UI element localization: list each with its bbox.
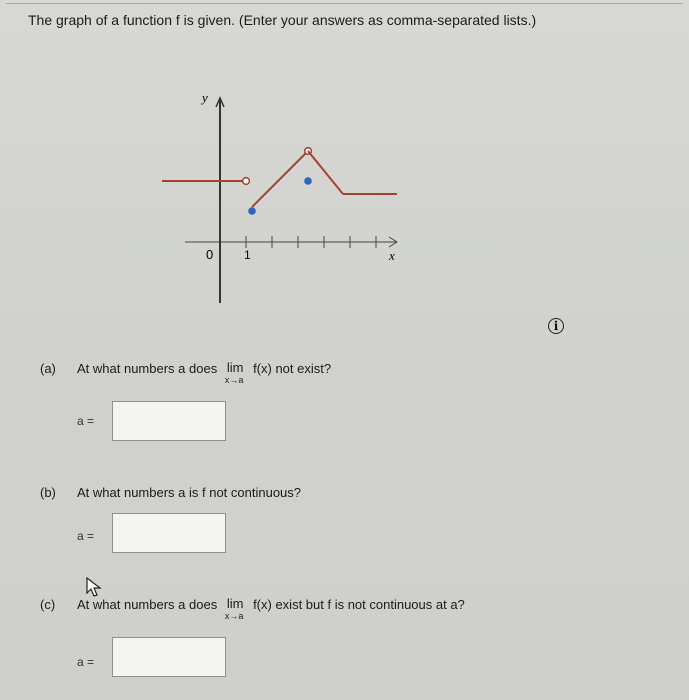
question-b-a-label: a = <box>77 529 95 543</box>
problem-prompt: The graph of a function f is given. (Enter your answers as comma-separated lists.) <box>28 12 537 28</box>
answer-c-input[interactable] <box>112 637 226 677</box>
answer-a-input[interactable] <box>112 401 226 441</box>
question-c-lim-word: lim <box>226 596 244 611</box>
question-c-after-lim: f(x) exist but f is not continuous at a? <box>253 597 465 612</box>
mouse-pointer-icon <box>86 577 102 597</box>
question-a-lim-word: lim <box>226 360 244 375</box>
question-a-text <box>77 360 332 385</box>
rising-segment <box>252 151 308 207</box>
open-endpoint-top <box>243 178 250 185</box>
top-divider <box>6 3 683 4</box>
x-axis-label: x <box>389 248 395 263</box>
y-axis-label: y <box>202 90 208 105</box>
question-b-label: (b) <box>40 485 56 500</box>
info-icon[interactable]: i <box>548 318 564 334</box>
tick-label-1: 1 <box>244 248 251 262</box>
filled-endpoint-bottom <box>248 207 256 215</box>
answer-b-input[interactable] <box>112 513 226 553</box>
falling-segment <box>308 151 343 194</box>
function-graph <box>145 78 420 303</box>
question-c-before-lim: At what numbers a does <box>77 597 218 612</box>
question-a-lim-subscript: x→a <box>224 375 244 385</box>
question-c-limit <box>224 596 244 621</box>
question-a-a-label: a = <box>77 414 95 428</box>
question-b-text: At what numbers a is f not continuous? <box>77 485 302 500</box>
graph-svg <box>145 78 420 303</box>
filled-removable-point <box>304 177 312 185</box>
question-c-a-label: a = <box>77 655 95 669</box>
question-a-after-lim: f(x) not exist? <box>253 361 332 376</box>
question-c-label: (c) <box>40 597 56 612</box>
question-c-lim-subscript: x→a <box>224 611 244 621</box>
question-a-before-lim: At what numbers a does <box>77 361 218 376</box>
question-c-text <box>77 596 465 621</box>
question-a-label: (a) <box>40 361 56 376</box>
question-a-limit <box>224 360 244 385</box>
tick-label-0: 0 <box>206 247 214 262</box>
